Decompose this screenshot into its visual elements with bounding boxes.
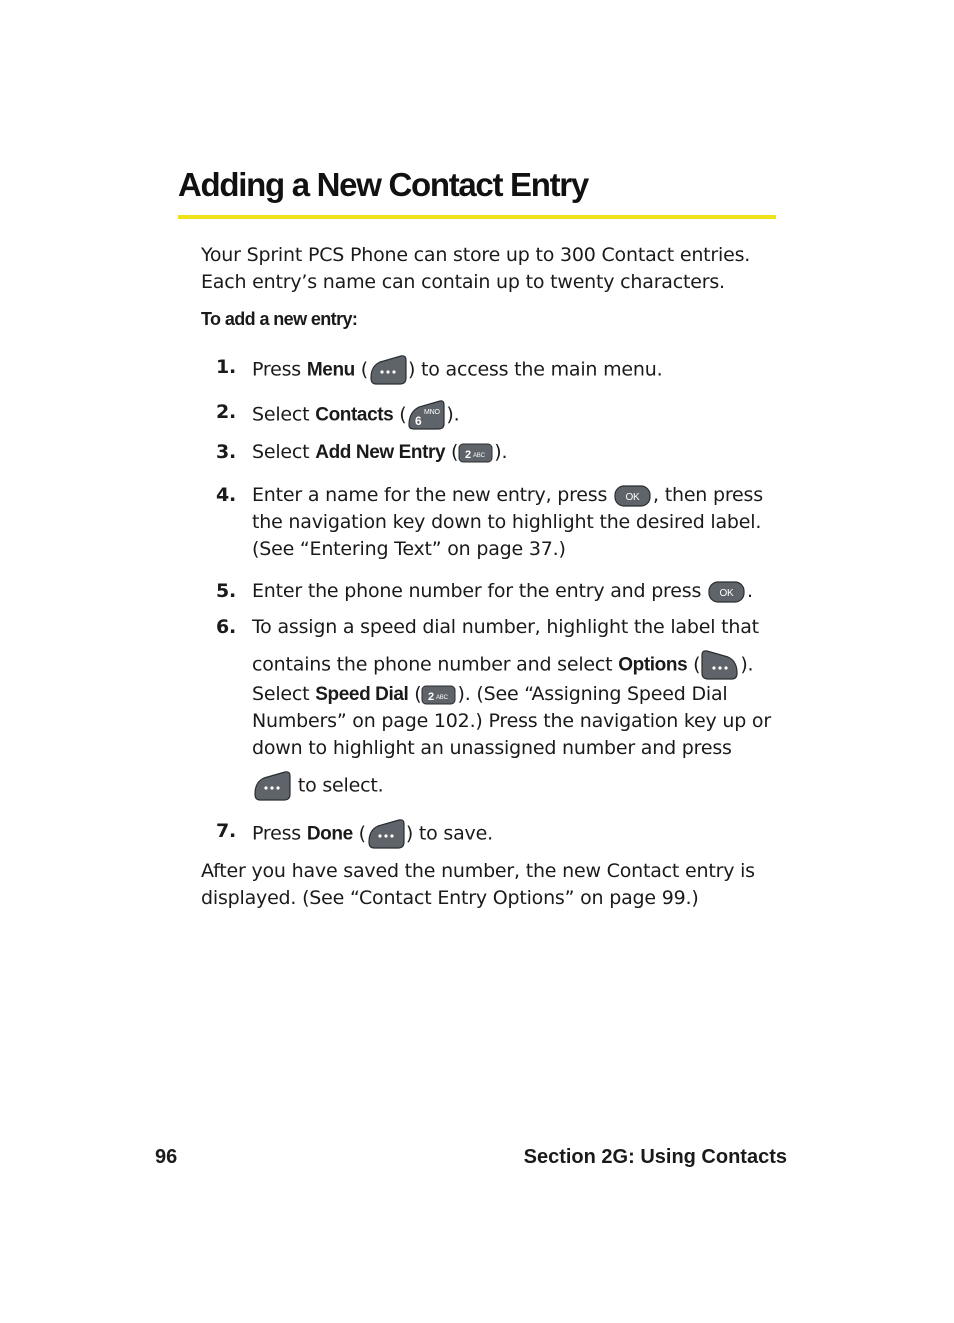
intro-line-1: Your Sprint PCS Phone can store up to 300 Contact entries. bbox=[201, 244, 751, 266]
contacts-label: Contacts bbox=[315, 404, 394, 426]
step-text: Press Done ( ) to save. bbox=[252, 818, 782, 850]
intro-paragraph bbox=[201, 242, 771, 296]
ok-key-icon bbox=[613, 484, 653, 508]
step-text: To assign a speed dial number, highlight the label that contains the phone number and select Options ( ). Select Speed Dial ( 2 ABC ). (See “Assigning Speed Dial Numbers” on page 102.) Press the navigation key up or down to highlight an unassigned number and press to select. bbox=[252, 614, 782, 802]
step-number: 3. bbox=[216, 441, 237, 463]
add-new-entry-label: Add New Entry bbox=[315, 442, 446, 463]
step-text: Enter the phone number for the entry and press OK . bbox=[252, 580, 753, 602]
closing-line-2: displayed. (See “Contact Entry Options” on page 99.) bbox=[201, 887, 699, 909]
closing-paragraph bbox=[201, 858, 771, 912]
svg-text:6: 6 bbox=[415, 414, 422, 428]
ok-key-label: OK bbox=[719, 587, 734, 599]
closing-line-1: After you have saved the number, the new Contact entry is bbox=[201, 860, 755, 882]
done-label: Done bbox=[306, 823, 353, 845]
procedure-heading: To add a new entry: bbox=[201, 309, 358, 329]
step-text: Select Contacts ( 6 MNO ). bbox=[252, 399, 782, 431]
two-abc-key-icon bbox=[458, 442, 494, 464]
two-abc-key-icon bbox=[421, 684, 457, 706]
step-text: Enter a name for the new entry, press OK , then press the navigation key down to highlight the desired label. (See “Entering Text” on page 37.) bbox=[252, 484, 763, 560]
ok-key-label: OK bbox=[625, 491, 640, 503]
ok-key-icon bbox=[707, 580, 747, 604]
step-number: 5. bbox=[216, 580, 237, 602]
page-title: Adding a New Contact Entry bbox=[178, 166, 588, 203]
step-text: Select Add New Entry ( 2 ABC ). bbox=[252, 441, 508, 463]
svg-text:ABC: ABC bbox=[473, 452, 486, 459]
step-text: Press Menu ( ) to access the main menu. bbox=[252, 354, 782, 386]
step-number: 1. bbox=[216, 356, 237, 378]
page-number: 96 bbox=[155, 1146, 178, 1168]
step-number: 6. bbox=[216, 616, 237, 638]
svg-text:MNO: MNO bbox=[424, 409, 441, 416]
six-mno-key-icon bbox=[406, 399, 446, 431]
svg-text:ABC: ABC bbox=[436, 694, 449, 701]
svg-text:2: 2 bbox=[428, 690, 435, 703]
step-number: 4. bbox=[216, 484, 237, 506]
options-label: Options bbox=[618, 654, 688, 676]
speed-dial-label: Speed Dial bbox=[315, 684, 409, 705]
intro-line-2: Each entry’s name can contain up to twenty characters. bbox=[201, 271, 725, 293]
step-number: 7. bbox=[216, 820, 237, 842]
menu-label: Menu bbox=[306, 359, 355, 381]
step-number: 2. bbox=[216, 401, 237, 423]
section-title: Section 2G: Using Contacts bbox=[523, 1146, 787, 1168]
options-key-icon bbox=[700, 649, 740, 681]
svg-text:2: 2 bbox=[465, 448, 472, 461]
menu-key-icon bbox=[368, 354, 408, 386]
done-key-icon bbox=[366, 818, 406, 850]
title-underline bbox=[178, 215, 776, 219]
menu-key-icon bbox=[252, 770, 292, 802]
